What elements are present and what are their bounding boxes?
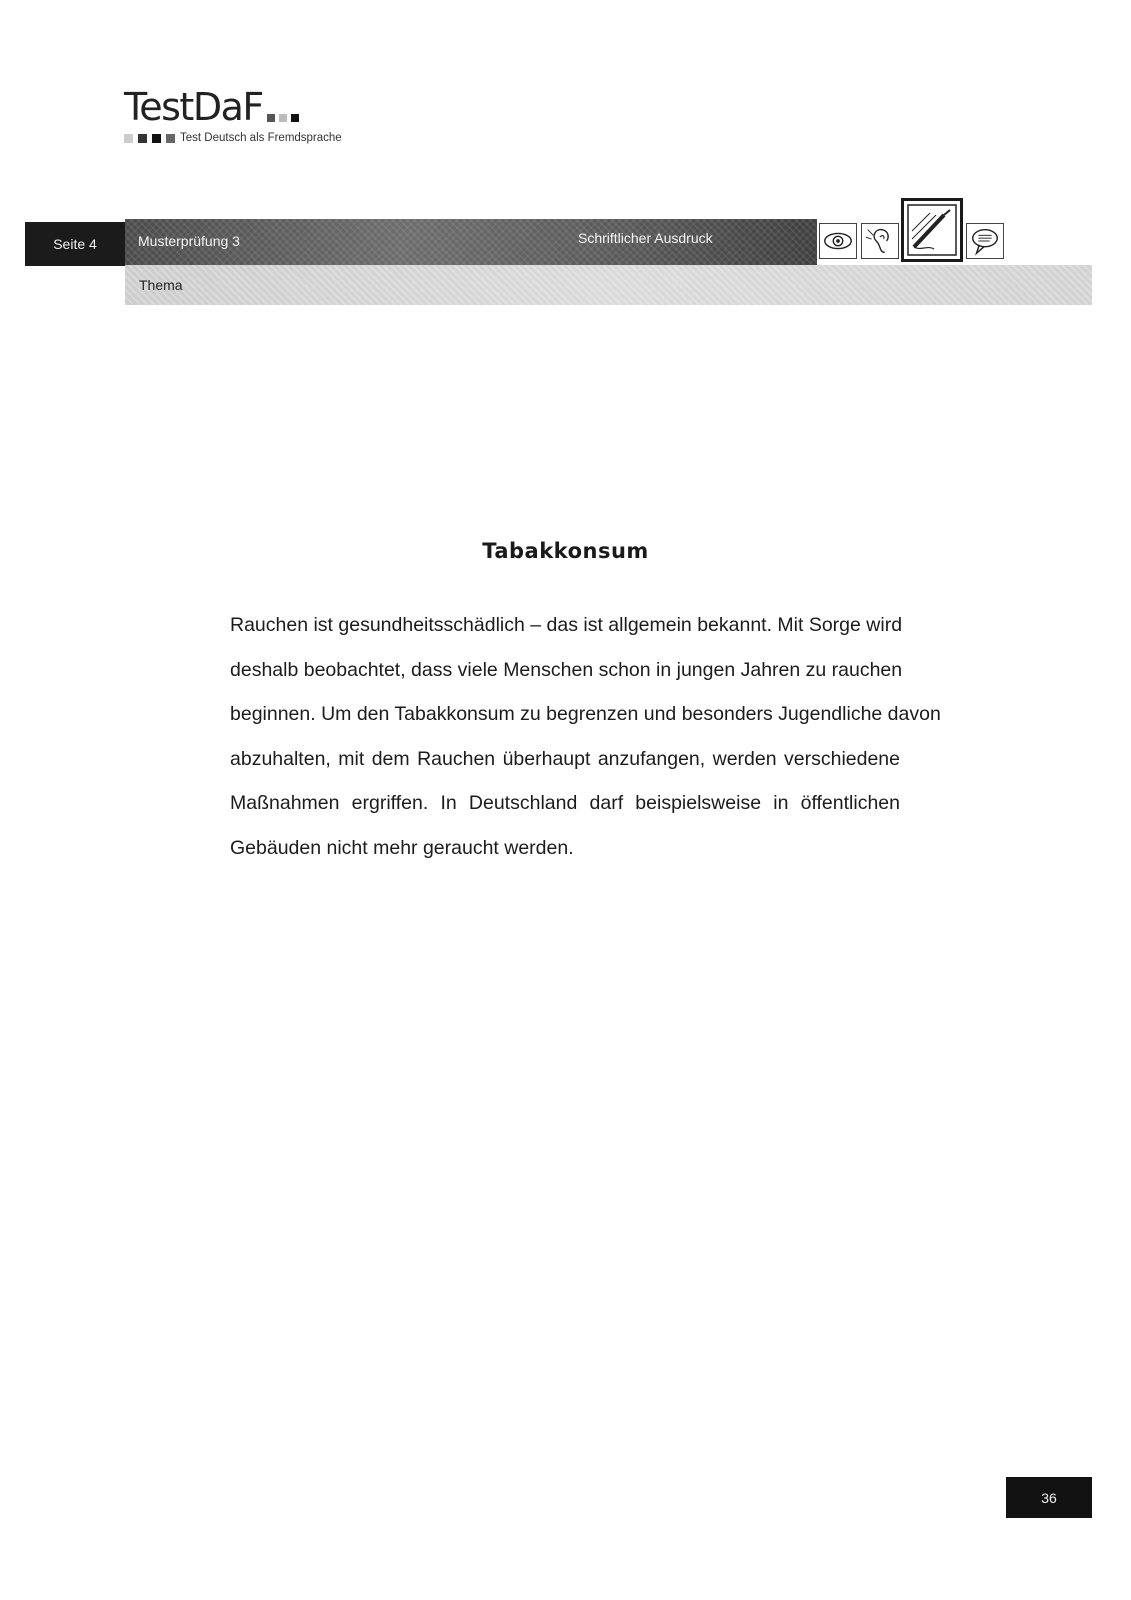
sub-label: Thema bbox=[139, 277, 183, 293]
text-line: deshalb beobachtet, dass viele Menschen schon in jungen Jahren zu rauchen bbox=[230, 658, 903, 681]
logo-wordmark bbox=[124, 85, 342, 129]
testdaf-logo bbox=[124, 85, 342, 144]
pen-icon bbox=[901, 198, 963, 262]
text-line: Rauchen ist gesundheitsschädlich – das ist allgemein bekannt. Mit Sorge wird bbox=[230, 614, 903, 636]
page-number-badge bbox=[1006, 1477, 1092, 1518]
logo-tagline: Test Deutsch als Fremdsprache bbox=[180, 132, 342, 144]
exam-header-bar bbox=[125, 219, 817, 265]
page-label-bar bbox=[25, 222, 125, 266]
topic-title: Tabakkonsum bbox=[482, 539, 649, 563]
logo-tagline-row bbox=[124, 132, 342, 144]
sub-header-bar bbox=[125, 265, 1092, 305]
text-line: Gebäuden nicht mehr geraucht werden. bbox=[230, 836, 574, 859]
section-label: Schriftlicher Ausdruck bbox=[578, 230, 713, 246]
logo-squares-decoration bbox=[267, 114, 299, 122]
text-line: abzuhalten, mit dem Rauchen überhaupt anzufangen, werden verschiedene bbox=[230, 747, 900, 770]
speech-bubble-icon bbox=[966, 223, 1004, 259]
text-line: Maßnahmen ergriffen. In Deutschland darf beispielsweise in öffentlichen bbox=[230, 792, 900, 814]
logo-wordmark-text: TestDaF bbox=[124, 85, 263, 129]
page-label: Seite 4 bbox=[53, 236, 97, 252]
exam-label: Musterprüfung 3 bbox=[138, 233, 240, 249]
page-number: 36 bbox=[1041, 1489, 1057, 1506]
topic-text bbox=[230, 603, 941, 870]
eye-icon bbox=[819, 223, 857, 259]
ear-icon bbox=[861, 223, 899, 259]
text-line: beginnen. Um den Tabakkonsum zu begrenzen und besonders Jugendliche davon bbox=[230, 703, 941, 725]
